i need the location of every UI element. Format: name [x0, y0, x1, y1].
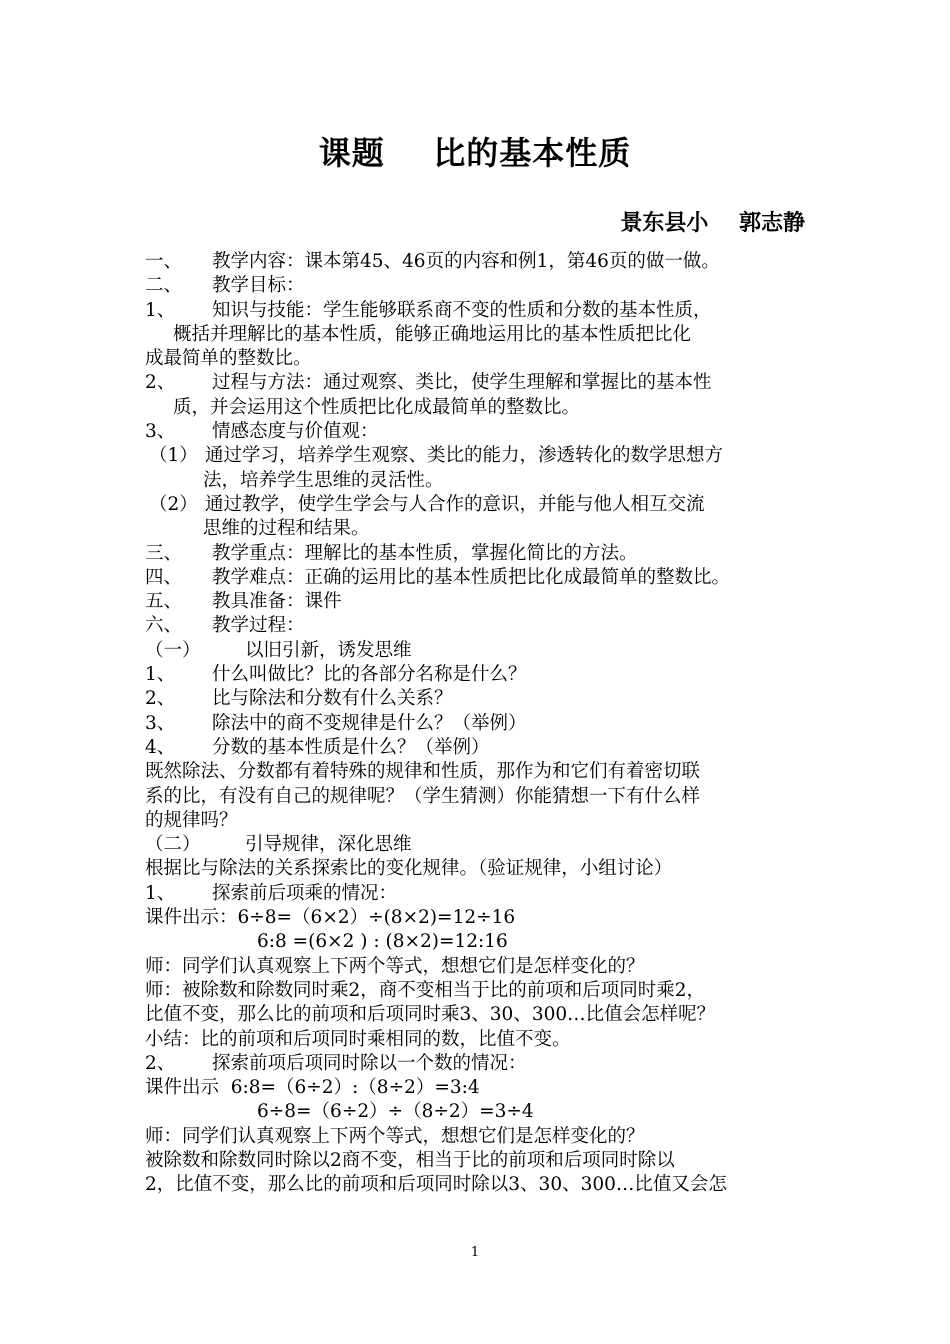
line-text: 课件出示 6:8=（6÷2）:（8÷2）=3:4	[145, 1077, 480, 1099]
text-line	[145, 785, 825, 809]
text-line	[145, 1028, 825, 1052]
text-line	[145, 1149, 825, 1173]
text-line	[145, 1125, 825, 1149]
text-line	[145, 906, 825, 930]
line-text: 6÷8=（6÷2）÷（8÷2）=3÷4	[257, 1101, 534, 1123]
text-line	[145, 1003, 825, 1027]
text-line	[145, 712, 825, 736]
line-text: 探索前项后项同时除以一个数的情况：	[212, 1052, 527, 1074]
line-text: 什么叫做比？比的各部分名称是什么？	[212, 664, 527, 686]
line-text: 师：同学们认真观察上下两个等式，想想它们是怎样变化的？	[145, 1125, 645, 1147]
text-line	[145, 687, 825, 711]
text-line	[145, 736, 825, 760]
item-number: 2、	[145, 372, 176, 394]
item-number: 3、	[145, 712, 176, 734]
line-text: 教学重点：理解比的基本性质，掌握化简比的方法。	[212, 542, 638, 564]
line-text: 概括并理解比的基本性质，能够正确地运用比的基本性质把比化	[173, 323, 692, 345]
line-text: 法，培养学生思维的灵活性。	[203, 469, 444, 491]
line-text: 既然除法、分数都有着特殊的规律和性质，那作为和它们有着密切联	[145, 761, 701, 783]
item-number: 三、	[145, 542, 183, 564]
item-number: 3、	[145, 421, 176, 443]
text-line	[145, 493, 825, 517]
line-text: 比与除法和分数有什么关系？	[212, 688, 453, 710]
text-line	[145, 250, 825, 274]
line-text: 比值不变，那么比的前项和后项同时乘3、30、300…比值会怎样呢？	[145, 1004, 716, 1026]
line-text: 师：同学们认真观察上下两个等式，想想它们是怎样变化的？	[145, 955, 645, 977]
text-line	[145, 323, 825, 347]
text-line	[145, 833, 825, 857]
section-number: （二）	[145, 834, 201, 856]
line-text: 过程与方法：通过观察、类比，使学生理解和掌握比的基本性	[212, 372, 712, 394]
text-line	[145, 420, 825, 444]
item-number: 2、	[145, 688, 176, 710]
text-line	[145, 517, 825, 541]
sub-item-number: （1）	[149, 445, 198, 467]
item-number: 六、	[145, 615, 183, 637]
text-line	[145, 639, 825, 663]
line-text: 教学过程：	[212, 615, 305, 637]
line-text: 情感态度与价值观：	[212, 421, 379, 443]
line-text: 系的比，有没有自己的规律呢？（学生猜测）你能猜想一下有什么样	[145, 785, 701, 807]
text-line	[145, 469, 825, 493]
text-line	[145, 396, 825, 420]
line-text: 引导规律，深化思维	[245, 834, 412, 856]
text-line	[145, 1100, 825, 1124]
line-text: 除法中的商不变规律是什么？（举例）	[212, 712, 527, 734]
line-text: 思维的过程和结果。	[203, 518, 370, 540]
text-line	[145, 1076, 825, 1100]
document-title: 课题 比的基本性质	[318, 134, 632, 172]
page-number: 1	[470, 1245, 480, 1260]
line-text: 教学难点：正确的运用比的基本性质把比化成最简单的整数比。	[212, 566, 731, 588]
item-number: 二、	[145, 275, 183, 297]
line-text: 成最简单的整数比。	[145, 348, 312, 370]
item-number: 四、	[145, 566, 183, 588]
section-number: （一）	[145, 639, 201, 661]
line-text: 教学目标：	[212, 275, 305, 297]
text-line	[145, 1173, 825, 1197]
text-line	[145, 274, 825, 298]
text-line	[145, 882, 825, 906]
line-text: 课件出示：6÷8=（6×2）÷(8×2)=12÷16	[145, 907, 516, 929]
text-line	[145, 1052, 825, 1076]
line-text: 以旧引新，诱发思维	[245, 639, 412, 661]
line-text: 教学内容：课本第45、46页的内容和例1，第46页的做一做。	[212, 251, 720, 272]
line-text: 质，并会运用这个性质把比化成最简单的整数比。	[173, 396, 581, 418]
item-number: 2、	[145, 1052, 176, 1074]
line-text: 师：被除数和除数同时乘2，商不变相当于比的前项和后项同时乘2，	[145, 979, 706, 1001]
item-number: 1、	[145, 664, 176, 686]
author-line: 景东县小 郭志静	[620, 211, 805, 236]
text-line	[145, 663, 825, 687]
line-text: 分数的基本性质是什么？（举例）	[212, 736, 490, 758]
text-line	[145, 299, 825, 323]
line-text: 根据比与除法的关系探索比的变化规律。（验证规律，小组讨论）	[145, 858, 673, 880]
sub-item-number: （2）	[149, 493, 198, 515]
line-text: 6:8 =(6×2 ) : (8×2)=12:16	[257, 931, 508, 953]
text-line	[145, 930, 825, 954]
text-line	[145, 590, 825, 614]
line-text: 的规律吗？	[145, 809, 238, 831]
text-line	[145, 857, 825, 881]
line-text: 通过学习，培养学生观察、类比的能力，渗透转化的数学思想方	[205, 445, 724, 467]
line-text: 知识与技能：学生能够联系商不变的性质和分数的基本性质，	[212, 299, 712, 321]
line-text: 被除数和除数同时除以2商不变，相当于比的前项和后项同时除以	[145, 1149, 675, 1171]
document-body	[145, 250, 825, 1198]
text-line	[145, 371, 825, 395]
text-line	[145, 955, 825, 979]
item-number: 五、	[145, 591, 183, 613]
text-line	[145, 542, 825, 566]
text-line	[145, 760, 825, 784]
text-line	[145, 614, 825, 638]
text-line	[145, 444, 825, 468]
text-line	[145, 347, 825, 371]
text-line	[145, 979, 825, 1003]
line-text: 小结：比的前项和后项同时乘相同的数，比值不变。	[145, 1028, 571, 1050]
line-text: 通过教学，使学生学会与人合作的意识，并能与他人相互交流	[205, 493, 705, 515]
line-text: 教具准备：课件	[212, 591, 342, 613]
line-text: 2，比值不变，那么比的前项和后项同时除以3、30、300…比值又会怎	[145, 1174, 727, 1196]
item-number: 4、	[145, 736, 176, 758]
item-number: 一、	[145, 251, 183, 272]
item-number: 1、	[145, 299, 176, 321]
text-line	[145, 566, 825, 590]
text-line	[145, 809, 825, 833]
item-number: 1、	[145, 882, 176, 904]
line-text: 探索前后项乘的情况：	[212, 882, 398, 904]
